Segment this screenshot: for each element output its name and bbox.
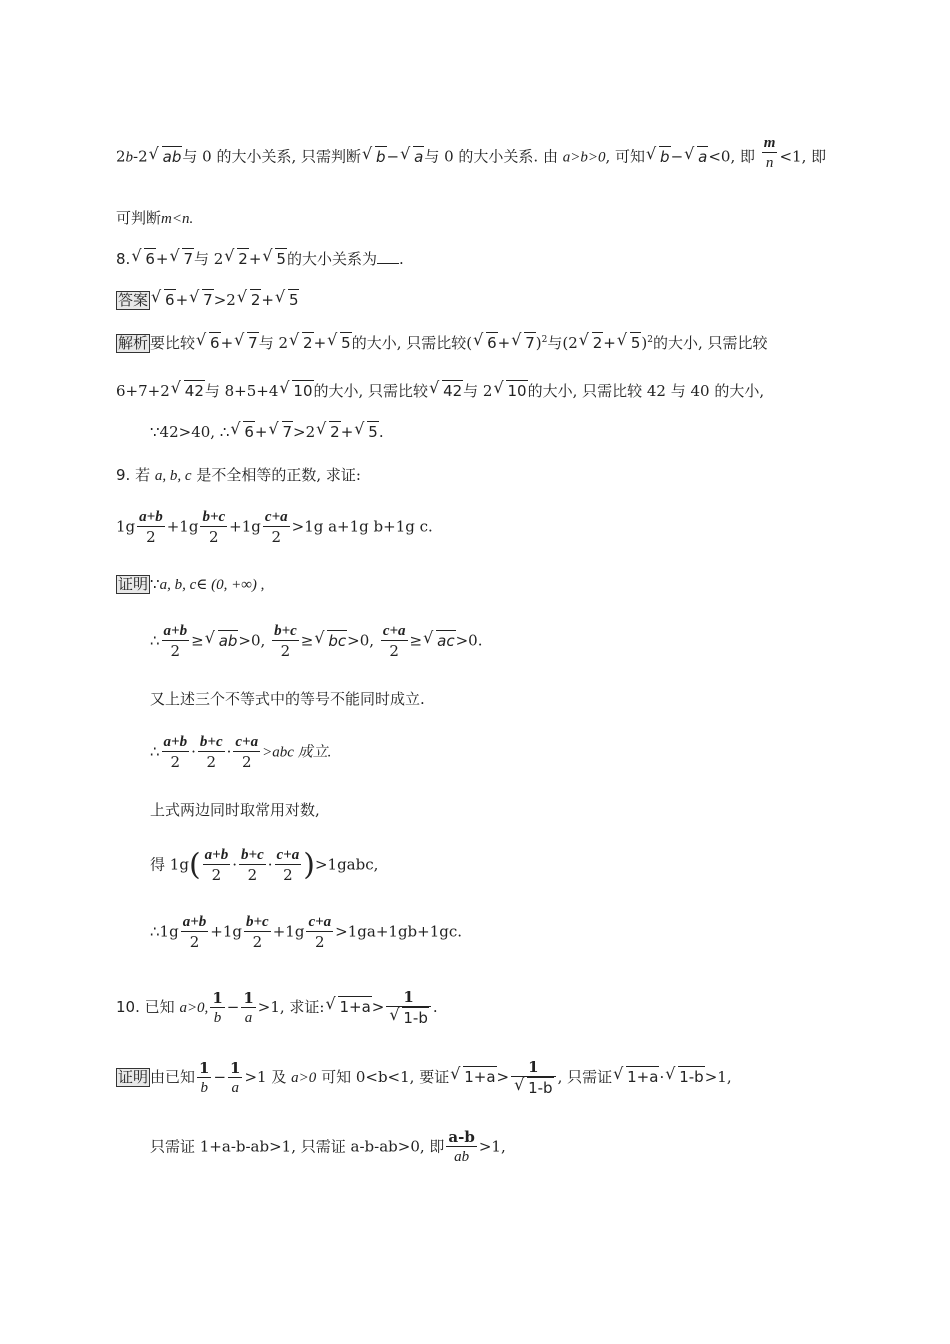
proof-9-line-4: ∴ $\frac{a+b}{2}$ · $\frac{b+c}{2}$ · $\frac{c+a}{2}$ >abc 成立.	[150, 734, 332, 771]
proof-10-line-1: 证明 由已知 $\frac{1}{b}$ − $\frac{1}{a}$ >1 及 a>0 可知 0<b<1, 要证 √ 1+a> 1 √ 1-b , 只需证 √ 1+a· √ 1-b>1,	[118, 1058, 732, 1097]
analysis-label: 解析	[118, 334, 149, 352]
answer-label: 答案	[118, 291, 149, 309]
analysis-8-line-2: 6+7+2 √ 42与 8+5+4 √ 10的大小, 只需比较 √ 42与 2 √ 10的大小, 只需比较 42 与 40 的大小,	[116, 378, 765, 400]
radical: √ a	[400, 143, 424, 166]
proof-9-line-6: 得 1g( $\frac{a+b}{2}$ · $\frac{b+c}{2}$ · $\frac{c+a}{2}$ )>1gabc,	[150, 847, 379, 884]
radical: √ b	[362, 143, 386, 166]
question-9-formula: 1g $\frac{a+b}{2}$ +1g $\frac{b+c}{2}$ +1g $\frac{c+a}{2}$ >1g a+1g b+1g c.	[116, 509, 433, 546]
question-10: 10. 已知 a>0, $\frac{1}{b}$ − $\frac{1}{a}$ >1, 求证: √ 1+a> 1 √ 1-b .	[116, 988, 438, 1027]
text: 2	[116, 147, 126, 166]
text: b	[125, 149, 134, 166]
radical: √ b	[646, 143, 670, 166]
text: <0, 即	[708, 147, 755, 166]
text: -2	[133, 147, 148, 166]
text: 与 0 的大小关系, 只需判断	[182, 147, 362, 166]
analysis-8-line-3: ∵42>40, ∴ √ 6+ √ 7>2 √ 2+ √ 5.	[150, 419, 384, 441]
radical: √ ab	[148, 143, 182, 166]
proof-9-line-1: 证明 ∵a, b, c∈ (0, +∞) ,	[118, 575, 265, 593]
proof-9-line-3: 又上述三个不等式中的等号不能同时成立.	[150, 690, 425, 708]
text: −	[386, 147, 400, 166]
text: <1, 即	[779, 147, 827, 166]
text-line-2: 可判断m<n.	[116, 209, 194, 227]
answer-8: 答案 √ 6+ √ 7>2 √ 2+ √ 5	[118, 287, 299, 309]
text-line-1: 2b-2 √ ab与 0 的大小关系, 只需判断 √ b− √ a与 0 的大小关系. 由 a>b>0, 可知 √ b− √ a<0, 即 $\frac{m}{n}$ <1, 即	[116, 135, 827, 171]
proof-label: 证明	[118, 1068, 149, 1086]
proof-9-line-7: ∴1g $\frac{a+b}{2}$ +1g $\frac{b+c}{2}$ +1g $\frac{c+a}{2}$ >1ga+1gb+1gc.	[150, 914, 463, 951]
text: a>b>0	[562, 149, 606, 166]
proof-label: 证明	[118, 575, 149, 593]
proof-9-line-2: ∴ $\frac{a+b}{2}$ ≥ √ ab>0, $\frac{b+c}{2}$ ≥ √ bc>0, $\frac{c+a}{2}$ ≥ √ ac>0.	[150, 623, 483, 660]
fraction: $\frac{m}{n}$	[763, 135, 776, 171]
question-9: 9. 若 a, b, c 是不全相等的正数, 求证:	[116, 466, 361, 484]
text: , 可知	[605, 147, 646, 166]
radical: √ a	[684, 143, 708, 166]
question-8: 8. √ 6+ √ 7与 2 √ 2+ √ 5的大小关系为 .	[116, 246, 404, 268]
analysis-8-line-1: 解析 要比较 √ 6+ √ 7与 2 √ 2+ √ 5的大小, 只需比较( √ 6+ √ 7)$^2$与(2 √ 2+ √ 5)$^2$的大小, 只需比较	[118, 330, 768, 352]
proof-10-line-2: 只需证 1+a-b-ab>1, 只需证 a-b-ab>0, 即 $\frac{a-b}{ab}$ >1,	[150, 1128, 506, 1165]
answer-blank	[377, 263, 399, 264]
text: 与 0 的大小关系. 由	[424, 147, 558, 166]
proof-9-line-5: 上式两边同时取常用对数,	[150, 801, 320, 819]
